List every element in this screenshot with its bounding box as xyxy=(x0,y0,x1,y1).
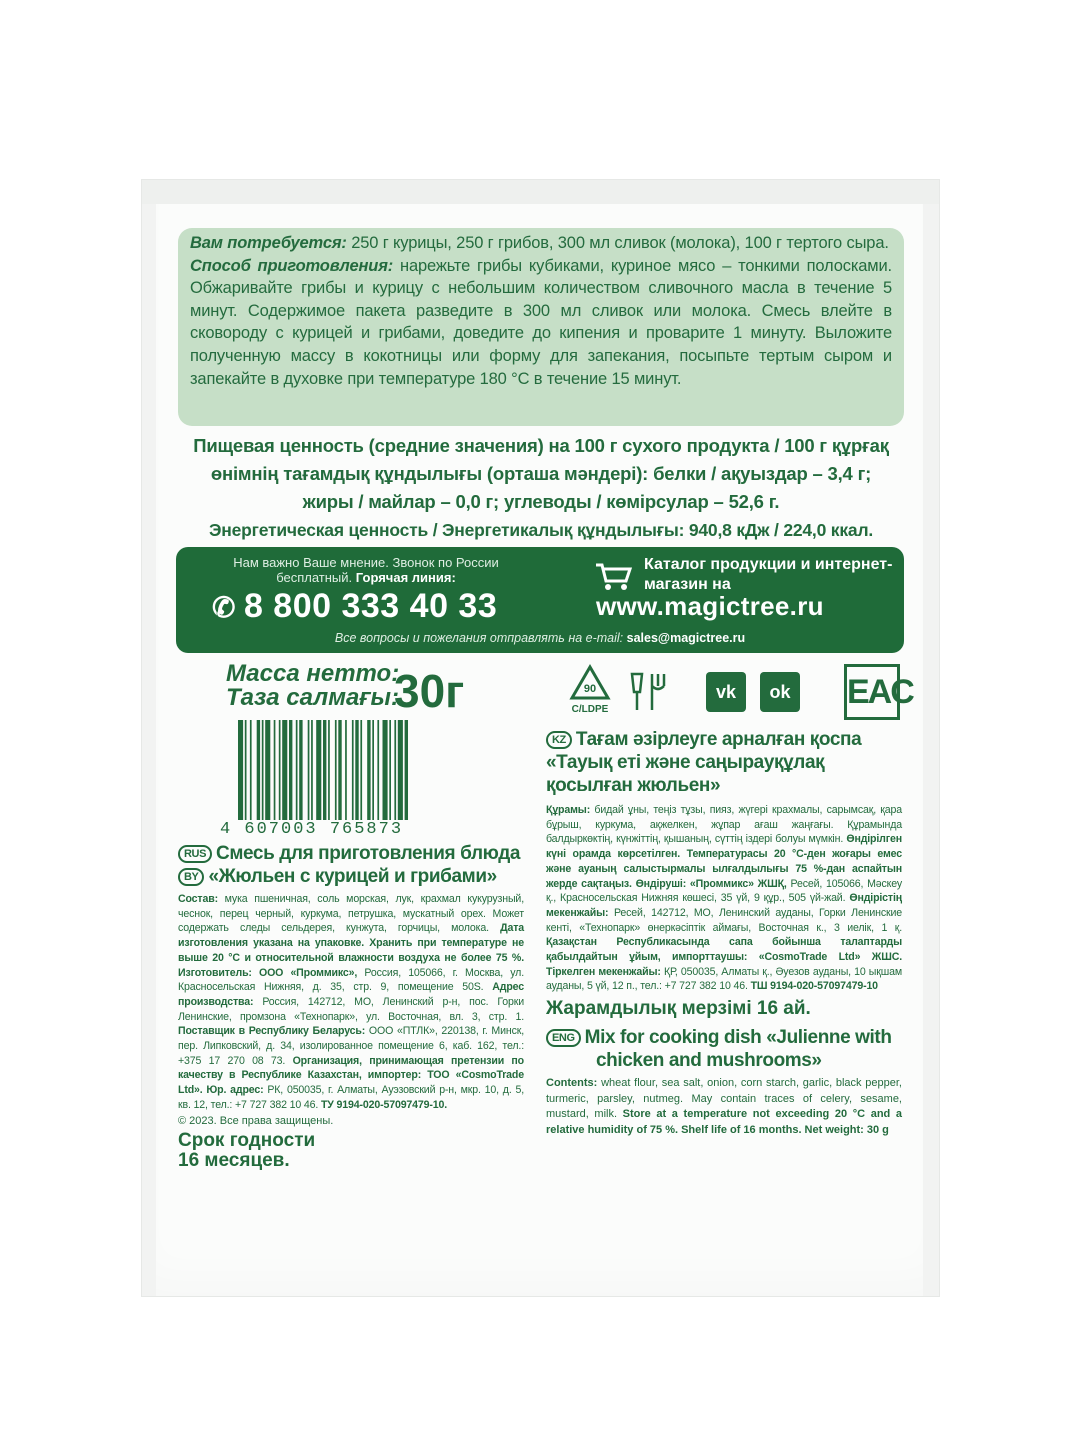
barcode-bar xyxy=(372,720,374,820)
needs-label: Вам потребуется: xyxy=(190,234,347,252)
kz-importer-address: ҚР, 050035, Алматы қ., Әуезов ауданы, 10 ықшам ауданы, 5 үй, 12 п., тел.: +7 727 382 10 46. xyxy=(546,965,902,993)
kz-shelf-life: Жарамдылық мерзімі 16 ай. xyxy=(546,998,811,1020)
barcode-bar xyxy=(338,720,341,820)
rus-contents: мука пшеничная, соль морская, лук, крахмал кукурузный, чеснок, перец черный, куркума, петрушка, мускатный орех. Может содержать следы сельдерея, кунжута, горчицы, молока. xyxy=(178,893,524,935)
barcode-bar xyxy=(394,720,396,820)
kz-production: Ресей, 142712, МО, Ленинский ауданы, Горки Ленинские кенті, «Технопарк» өнеркәсіптік аймағы, Восточная к., 3 иелік, 1 қ. xyxy=(546,906,902,934)
vk-icon xyxy=(706,672,746,712)
nutrition-line-1: Пищевая ценность (средние значения) на 100 г сухого продукта / 100 г құрғақ xyxy=(193,435,889,456)
barcode-bar xyxy=(265,720,270,820)
package-top-seal xyxy=(142,180,939,204)
energy-value: Энергетическая ценность / Энергетикалық құндылығы: 940,8 кДж / 224,0 ккал. xyxy=(208,520,874,540)
barcode-bar xyxy=(289,720,292,820)
recipe-panel xyxy=(178,228,904,426)
eng-body xyxy=(546,1076,902,1138)
package-left-seal xyxy=(142,204,156,1296)
barcode-bar xyxy=(282,720,287,820)
kz-eng-column xyxy=(546,728,902,1138)
barcode-bar xyxy=(335,720,337,820)
barcode-bar xyxy=(345,720,347,820)
eng-lang-badge: ENG xyxy=(546,1029,581,1047)
hotline-label: Горячая линия: xyxy=(355,570,456,585)
kz-tu: ТШ 9194-020-57097479-10 xyxy=(747,980,878,993)
rus-production: Россия, 142712, МО, Ленинский р-н, пос. Горки Ленинские, промзона «Технопарк», ул. Восточная, вл. 3, стр. 1. xyxy=(178,995,524,1023)
barcode-bar xyxy=(279,720,281,820)
rus-production-label: Адрес производства: xyxy=(178,981,524,1008)
barcode-bar xyxy=(389,720,391,820)
website-url: www.magictree.ru xyxy=(596,591,824,621)
eng-storage: Store at a temperature not exceeding 20 °C and a relative humidity of 75 %. Shelf life of 16 months. Net weight: 30 g xyxy=(546,1108,902,1136)
barcode-bar xyxy=(328,720,330,820)
barcode-bar xyxy=(355,720,358,820)
net-value: 30г xyxy=(394,665,465,717)
ok-label: ok xyxy=(769,682,791,702)
kz-title xyxy=(546,728,902,797)
recipe-method xyxy=(190,255,892,391)
rus-lang-badge: RUS xyxy=(178,845,212,863)
barcode-digits: 4 607003 765873 xyxy=(220,820,404,839)
kz-address: Ресей, 105066, Мәскеу қ., Красносельская Нижняя көшесі, 35 үй, 9 құр., 505 үй-жай. xyxy=(546,877,903,905)
rus-column xyxy=(178,842,524,1171)
phone-number: 8 800 333 40 33 xyxy=(243,587,498,625)
recipe-needs xyxy=(190,232,892,255)
rus-body xyxy=(178,892,524,1113)
kz-importer: Қазақстан Республикасында сапа бойынша талаптарды қабылдайтын ұйым, импорттаушы: «CosmoTrade Ltd» ЖШС. Тіркелген мекенжайы: xyxy=(546,936,902,978)
barcode-bar xyxy=(262,720,264,820)
barcode-bar xyxy=(360,720,362,820)
hotline-note xyxy=(206,555,526,585)
barcode-bar xyxy=(352,720,354,820)
kz-storage: Өндірілген күні орамда көрсетілген. Температурасы 20 °С-ден жоғары емес және ауаның салыстырмалы ылғалдылығы 75 %-дан аспайтын жерде сақтаңыз. Өндіруші: «Проммикс» ЖШҚ, xyxy=(546,833,903,890)
barcode-bar xyxy=(398,720,403,820)
kz-contents-label: Құрамы: xyxy=(546,804,591,816)
rus-importer-address: РК, 050035, г. Алматы, Ауэзовский р-н, мкр. 10, д. 5, кв. 12, тел.: +7 727 382 10 46. xyxy=(178,1084,525,1111)
rus-supplier: ООО «ПТЛК», 220138, г. Минск, пер. Липковский, д. 34, изолированное помещение 6, каб. 162, тел.: +375 17 270 08 73. xyxy=(178,1025,524,1067)
kz-body xyxy=(546,803,902,994)
barcode-bar xyxy=(274,720,276,820)
contact-band xyxy=(176,547,904,653)
rus-shelf-1: Срок годности xyxy=(178,1129,316,1151)
net-label-kz: Таза салмағы: xyxy=(226,684,400,711)
email-note: Все вопросы и пожелания отправлять на e-mail: xyxy=(334,631,624,645)
recycle-label: C/LDPE xyxy=(571,704,609,715)
barcode-bar xyxy=(367,720,370,820)
eng-title xyxy=(546,1026,902,1072)
rus-supplier-label: Поставщик в Республику Беларусь: xyxy=(178,1025,366,1038)
method-text: нарежьте грибы кубиками, куриное мясо – тонкими полосками. Обжаривайте грибы и курицу с небольшим количеством сливочного масла в течение 5 минут. Содержимое пакета разведите в 300 мл сливок или молока. Смесь влейте в сковороду с курицей и грибами, доведите до кипения и проварите 1 минуту. Выложите полученную массу в кокотницы или форму для запекания, посыпьте тертым сыром и запекайте в духовке при температуре 180 °С в течение 15 минут. xyxy=(190,256,892,388)
certification-icons xyxy=(568,664,913,724)
rus-title xyxy=(178,842,524,888)
barcode-bar xyxy=(245,720,247,820)
kz-title-1: Тағам әзірлеуге арналған қоспа xyxy=(575,729,862,750)
kz-production-label: Өндірістің мекенжайы: xyxy=(546,892,903,919)
barcode-bar xyxy=(257,720,260,820)
net-weight xyxy=(226,660,465,717)
kz-contents: бидай ұны, теңіз тұзы, пияз, жүгері крахмалы, сарымсақ, қара бұрыш, куркума, ақжелкен, жұпар ағаш жаңғағы. Құрамында балдыркөктің, күнжіттің, қышаның, сүттің іздері болуы мүмкін. xyxy=(546,804,902,846)
nutrition-line-3: жиры / майлар – 0,0 г; углеводы / көмірсулар – 52,6 г. xyxy=(302,491,780,512)
method-label: Способ приготовления: xyxy=(190,256,394,275)
eng-contents: wheat flour, sea salt, onion, corn starch, garlic, black pepper, turmeric, parsley, nutmeg. May contain traces of celery, sesame, mustard, milk. xyxy=(546,1077,902,1121)
rus-shelf-life xyxy=(178,1131,524,1171)
needs-text: 250 г курицы, 250 г грибов, 300 мл сливок (молока), 100 г тертого сыра. xyxy=(346,234,889,252)
email-address: sales@magictree.ru xyxy=(626,631,746,645)
package-right-seal xyxy=(923,204,939,1296)
hotline-phone xyxy=(212,587,497,626)
food-safe-icon xyxy=(628,670,668,714)
rus-storage: Дата изготовления указана на упаковке. Хранить при температуре не выше 20 °С и относительной влажности воздуха не более 75 %. Изготовитель: ООО «Проммикс», xyxy=(178,922,524,979)
nutrition-block xyxy=(178,432,904,544)
net-label-ru: Масса нетто: xyxy=(226,660,400,687)
email-line xyxy=(176,631,904,645)
barcode-bar xyxy=(296,720,298,820)
barcode-bar xyxy=(323,720,326,820)
eng-title-2: chicken and mushrooms» xyxy=(596,1050,822,1072)
barcode-bar xyxy=(311,720,313,820)
rus-manufacturer-address: Россия, 105066, г. Москва, ул. Красносельская Нижняя, д. 35, стр. 9, помещение 50S. xyxy=(178,966,524,994)
barcode-bar xyxy=(238,720,243,820)
barcode xyxy=(238,720,456,820)
barcode-bar xyxy=(377,720,379,820)
eng-title-1: Mix for cooking dish «Julienne with xyxy=(584,1027,892,1049)
barcode-bar xyxy=(383,720,388,820)
recycle-number: 90 xyxy=(583,683,597,695)
cart-icon xyxy=(594,561,634,591)
rus-contents-label: Состав: xyxy=(178,893,218,905)
kz-title-2: «Тауық еті және саңырауқұлақ xyxy=(546,752,825,773)
nutrition-line-2: өнімнің тағамдық құндылығы (орташа мәндері): белки / ақуыздар – 3,4 г; xyxy=(210,463,872,484)
by-lang-badge: BY xyxy=(178,868,204,886)
barcode-bar xyxy=(299,720,302,820)
ok-icon xyxy=(760,672,800,712)
catalog-text: Каталог продукции и интернет-магазин на xyxy=(644,556,893,593)
vk-label: vk xyxy=(715,682,737,702)
rus-shelf-2: 16 месяцев. xyxy=(178,1149,290,1171)
kz-lang-badge: KZ xyxy=(546,731,572,749)
eng-contents-label: Contents: xyxy=(546,1077,598,1090)
kz-title-3: қосылған жюльен» xyxy=(546,775,721,796)
hotline-note-text: Нам важно Ваше мнение. Звонок по России бесплатный. xyxy=(233,555,499,585)
barcode-bar xyxy=(405,720,408,820)
recycle-icon xyxy=(568,664,612,704)
eac-mark: EAC xyxy=(844,664,900,720)
phone-icon: ✆ xyxy=(212,592,236,623)
rus-title-2: «Жюльен с курицей и грибами» xyxy=(208,866,497,887)
barcode-bar xyxy=(308,720,310,820)
barcode-bar xyxy=(250,720,252,820)
rus-title-1: Смесь для приготовления блюда xyxy=(216,843,521,864)
barcode-bar xyxy=(316,720,321,820)
copyright: © 2023. Все права защищены. xyxy=(178,1114,334,1127)
rus-tu: ТУ 9194-020-57097479-10. xyxy=(318,1098,448,1111)
rus-importer: Организация, принимающая претензии по качеству в Республике Казахстан, импортер: ТОО «CosmoTrade Ltd». Юр. адрес: xyxy=(178,1054,524,1097)
